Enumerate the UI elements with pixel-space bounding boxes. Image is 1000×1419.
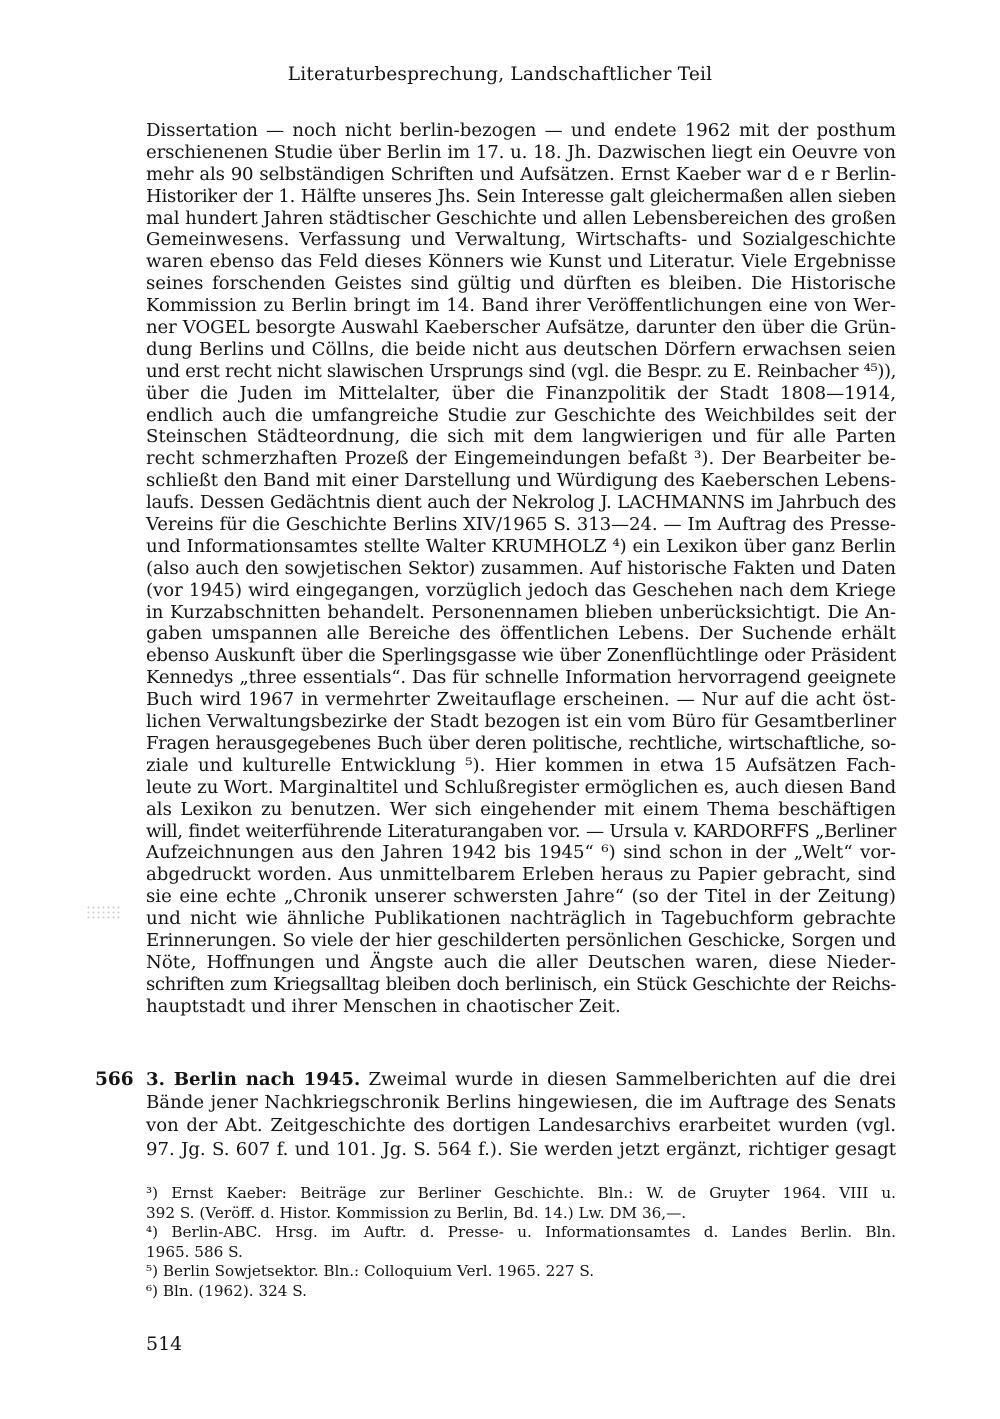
- section-line: von der Abt. Zeitgeschichte des dortigen Landesarchivs erarbeitet wurden (vgl.: [146, 1115, 896, 1137]
- text-line: dung Berlins und Cöllns, die beide nicht aus deutschen Dörfern erwachsen seien: [146, 338, 896, 360]
- text-line: als Lexikon zu benutzen. Wer sich eingehender mit einem Thema beschäftigen: [146, 798, 896, 820]
- body-text: [146, 120, 896, 1018]
- text-line: erschienenen Studie über Berlin im 17. u. 18. Jh. Dazwischen liegt ein Oeuvre von: [146, 141, 896, 163]
- running-header: Literaturbesprechung, Landschaftlicher Teil: [287, 64, 713, 85]
- text-line: endlich auch die umfangreiche Studie zur Geschichte des Weichbildes seit der: [146, 404, 896, 426]
- section-first-line: [146, 1068, 896, 1091]
- text-line: Nöte, Hoffnungen und Ängste auch die aller Deutschen waren, diese Nieder-: [146, 951, 896, 973]
- footnote-line: ⁶) Bln. (1962). 324 S.: [146, 1281, 307, 1300]
- text-line: hauptstadt und ihrer Menschen in chaotischer Zeit.: [146, 995, 621, 1017]
- text-line: laufs. Dessen Gedächtnis dient auch der Nekrolog J. LACHMANNS im Jahrbuch des: [146, 492, 896, 514]
- text-line: gaben umspannen alle Bereiche des öffentlichen Lebens. Der Suchende erhält: [146, 623, 896, 645]
- footnote-line: 392 S. (Veröff. d. Histor. Kommission zu Berlin, Bd. 14.) Lw. DM 36,—.: [146, 1203, 687, 1222]
- text-line: Buch wird 1967 in vermehrter Zweitauflage erscheinen. — Nur auf die acht öst-: [146, 689, 896, 711]
- text-line: recht schmerzhaften Prozeß der Eingemeindungen befaßt ³). Der Bearbeiter be-: [146, 448, 896, 470]
- text-line: und erst recht nicht slawischen Ursprungs sind (vgl. die Bespr. zu E. Reinbacher ⁴⁵)),: [146, 360, 896, 382]
- text-line: ziale und kulturelle Entwicklung ⁵). Hier kommen in etwa 15 Aufsätzen Fach-: [146, 754, 896, 776]
- section-first-line-text: Zweimal wurde in diesen Sammelberichten auf die drei: [360, 1069, 896, 1090]
- text-line: Kommission zu Berlin bringt im 14. Band ihrer Veröffentlichungen eine von Wer-: [146, 295, 896, 317]
- section-3-berlin-nach-1945: [146, 1068, 896, 1161]
- footnotes: [146, 1184, 896, 1302]
- text-line: Dissertation — noch nicht berlin-bezogen — und endete 1962 mit der posthum: [146, 120, 896, 141]
- text-line: (vor 1945) wird eingegangen, vorzüglich jedoch das Geschehen nach dem Kriege: [146, 579, 896, 601]
- text-line: Gemeinwesens. Verfassung und Verwaltung, Wirtschafts- und Sozialgeschichte: [146, 229, 896, 251]
- text-line: mehr als 90 selbständigen Schriften und Aufsätzen. Ernst Kaeber war d e r Berlin-: [146, 163, 896, 185]
- page-number: 514: [146, 1333, 183, 1355]
- text-line: (also auch den sowjetischen Sektor) zusammen. Auf historische Fakten und Daten: [146, 557, 896, 579]
- section-line: 97. Jg. S. 607 f. und 101. Jg. S. 564 f.). Sie werden jetzt ergänzt, richtiger gesagt: [146, 1138, 896, 1160]
- margin-number: 566: [95, 1069, 134, 1090]
- text-line: waren ebenso das Feld dieses Könners wie Kunst und Literatur. Viele Ergebnisse: [146, 251, 896, 273]
- text-line: über die Juden im Mittelalter, über die Finanzpolitik der Stadt 1808—1914,: [146, 382, 896, 404]
- footnote-line: ³) Ernst Kaeber: Beiträge zur Berliner Geschichte. Bln.: W. de Gruyter 1964. VIII u.: [146, 1184, 896, 1202]
- text-line: Vereins für die Geschichte Berlins XIV/1965 S. 313—24. — Im Auftrag des Presse-: [146, 514, 896, 536]
- scan-smudge: [86, 905, 120, 921]
- text-line: Aufzeichnungen aus den Jahren 1942 bis 1945“ ⁶) sind schon in der „Welt“ vor-: [146, 842, 896, 864]
- text-line: seines forschenden Geistes sind gültig und dürften es bleiben. Die Historische: [146, 273, 896, 295]
- section-line: Bände jener Nachkriegschronik Berlins hingewiesen, die im Auftrage des Senats: [146, 1092, 896, 1114]
- text-line: ebenso Auskunft über die Sperlingsgasse wie über Zonenflüchtlinge oder Präsident: [146, 645, 896, 667]
- text-line: und Informationsamtes stellte Walter KRUMHOLZ ⁴) ein Lexikon über ganz Berlin: [146, 535, 896, 557]
- text-line: abgedruckt worden. Aus unmittelbarem Erleben heraus zu Papier gebracht, sind: [146, 864, 896, 886]
- text-line: Erinnerungen. So viele der hier geschilderten persönlichen Geschicke, Sorgen und: [146, 929, 896, 951]
- footnote-line: ⁵) Berlin Sowjetsektor. Bln.: Colloquium Verl. 1965. 227 S.: [146, 1262, 595, 1281]
- footnote-line: 1965. 586 S.: [146, 1242, 243, 1261]
- text-line: Kennedys „three essentials“. Das für schnelle Information hervorragend geeignete: [146, 667, 896, 689]
- text-line: leute zu Wort. Marginaltitel und Schlußregister ermöglichen es, auch diesen Band: [146, 776, 897, 798]
- text-line: schließt den Band mit einer Darstellung und Würdigung des Kaeberschen Lebens-: [146, 470, 896, 492]
- text-line: Fragen herausgegebenes Buch über deren politische, rechtliche, wirtschaftliche, so-: [146, 732, 896, 754]
- text-line: in Kurzabschnitten behandelt. Personennamen blieben unberücksichtigt. Die An-: [146, 601, 896, 623]
- text-line: und nicht wie ähnliche Publikationen nachträglich in Tagebuchform gebrachte: [146, 908, 896, 930]
- text-line: will, findet weiterführende Literaturangaben vor. — Ursula v. KARDORFFS „Berliner: [146, 820, 896, 842]
- text-line: schriften zum Kriegsalltag bleiben doch berlinisch, ein Stück Geschichte der Reichs-: [146, 973, 896, 995]
- text-line: mal hundert Jahren städtischer Geschichte und allen Lebensbereichen des großen: [146, 207, 897, 229]
- text-line: sie eine echte „Chronik unserer schwersten Jahre“ (so der Titel in der Zeitung): [146, 886, 896, 908]
- text-line: ner VOGEL besorgte Auswahl Kaeberscher Aufsätze, darunter den über die Grün-: [146, 317, 896, 339]
- footnote-line: ⁴) Berlin-ABC. Hrsg. im Auftr. d. Presse- u. Informationsamtes d. Landes Berlin. Bln.: [146, 1223, 896, 1242]
- text-line: Steinschen Städteordnung, die sich mit dem langwierigen und für alle Parten: [146, 426, 896, 448]
- section-heading: 3. Berlin nach 1945.: [146, 1069, 361, 1090]
- text-line: lichen Verwaltungsbezirke der Stadt bezogen ist ein vom Büro für Gesamtberliner: [146, 711, 896, 733]
- text-line: Historiker der 1. Hälfte unseres Jhs. Sein Interesse galt gleichermaßen allen sieben: [146, 185, 896, 207]
